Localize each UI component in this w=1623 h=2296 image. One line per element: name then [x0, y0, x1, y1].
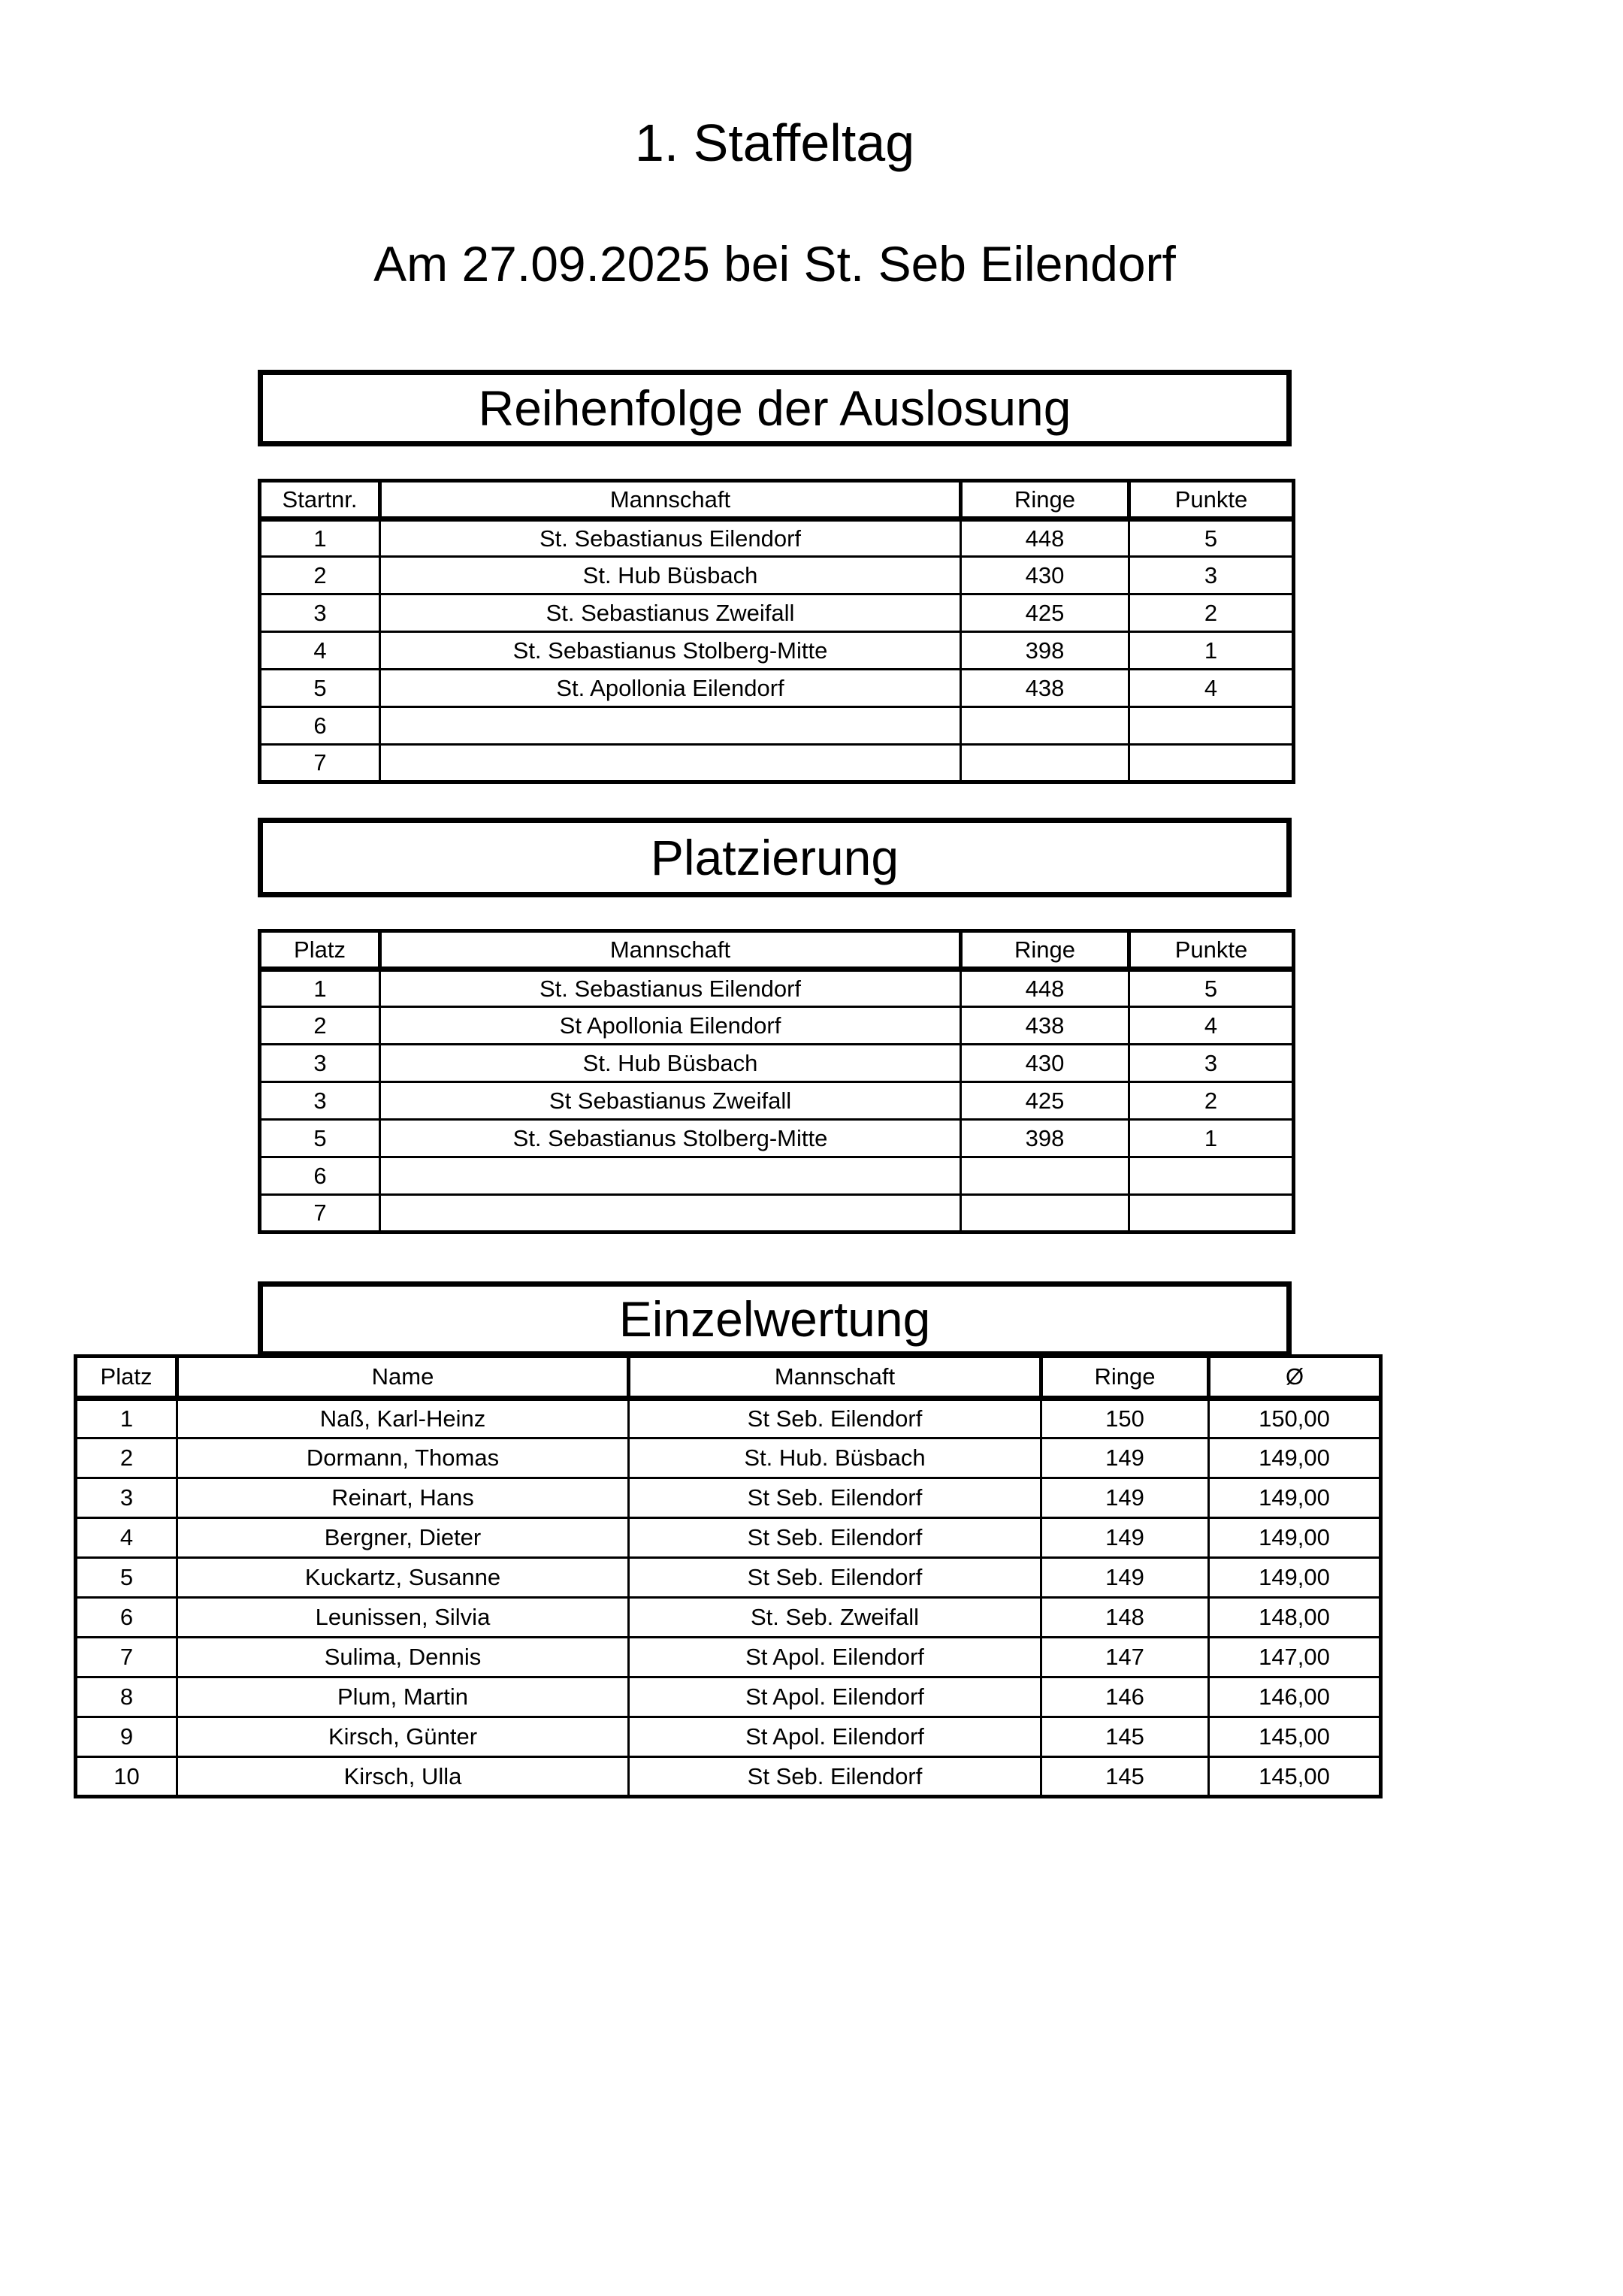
- table-cell: 145: [1041, 1717, 1209, 1757]
- header-row: [260, 481, 1294, 519]
- table-cell: St Seb. Eilendorf: [629, 1399, 1041, 1438]
- table-cell: 2: [260, 557, 380, 594]
- table-cell: 5: [1129, 519, 1294, 557]
- table-cell: St Seb. Eilendorf: [629, 1558, 1041, 1598]
- column-header: Mannschaft: [380, 931, 961, 970]
- header-row: [76, 1357, 1381, 1399]
- table-cell: [1129, 745, 1294, 782]
- table-cell: St. Sebastianus Stolberg-Mitte: [380, 632, 961, 670]
- table-cell: 1: [260, 519, 380, 557]
- table-cell: 398: [961, 1120, 1129, 1157]
- table-row: [76, 1757, 1381, 1797]
- table-cell: 2: [1129, 1082, 1294, 1120]
- column-header: Ø: [1209, 1357, 1381, 1399]
- table-cell: Plum, Martin: [177, 1677, 629, 1717]
- table-cell: [961, 1157, 1129, 1195]
- table-cell: [380, 1195, 961, 1233]
- table-cell: 438: [961, 1007, 1129, 1045]
- table-cell: 149: [1041, 1558, 1209, 1598]
- table-cell: Reinart, Hans: [177, 1478, 629, 1518]
- table-cell: 8: [76, 1677, 177, 1717]
- column-header: Punkte: [1129, 931, 1294, 970]
- table-row: [260, 707, 1294, 745]
- table-cell: 1: [260, 970, 380, 1007]
- table-cell: St Apol. Eilendorf: [629, 1677, 1041, 1717]
- table-row: [76, 1518, 1381, 1558]
- table-cell: 6: [76, 1598, 177, 1638]
- table-row: [76, 1438, 1381, 1478]
- column-header: Platz: [76, 1357, 177, 1399]
- column-header: Startnr.: [260, 481, 380, 519]
- column-header: Ringe: [961, 481, 1129, 519]
- table-row: [260, 745, 1294, 782]
- column-header: Mannschaft: [380, 481, 961, 519]
- section-title-einzelwertung: Einzelwertung: [618, 1291, 931, 1347]
- table-cell: 7: [76, 1638, 177, 1677]
- table-cell: 4: [76, 1518, 177, 1558]
- table-cell: St. Hub Büsbach: [380, 557, 961, 594]
- table-cell: 1: [1129, 1120, 1294, 1157]
- table-row: [260, 1157, 1294, 1195]
- table-cell: St Seb. Eilendorf: [629, 1757, 1041, 1797]
- table-cell: 149: [1041, 1518, 1209, 1558]
- table-row: [260, 519, 1294, 557]
- table-cell: 2: [76, 1438, 177, 1478]
- table-cell: 149,00: [1209, 1438, 1381, 1478]
- column-header: Ringe: [961, 931, 1129, 970]
- table-cell: 9: [76, 1717, 177, 1757]
- einzelwertung-table: [74, 1354, 1383, 1798]
- table-cell: 3: [260, 594, 380, 632]
- table-cell: 4: [1129, 1007, 1294, 1045]
- auslosung-table: [258, 479, 1295, 784]
- section-title-auslosung: Reihenfolge der Auslosung: [478, 380, 1071, 436]
- table-cell: 3: [1129, 557, 1294, 594]
- table-cell: 147: [1041, 1638, 1209, 1677]
- table-cell: 6: [260, 1157, 380, 1195]
- table-cell: St. Hub. Büsbach: [629, 1438, 1041, 1478]
- table-cell: St. Sebastianus Zweifall: [380, 594, 961, 632]
- table-cell: 146,00: [1209, 1677, 1381, 1717]
- table-cell: 147,00: [1209, 1638, 1381, 1677]
- page-subtitle: Am 27.09.2025 bei St. Seb Eilendorf: [373, 236, 1176, 292]
- table-cell: [961, 745, 1129, 782]
- table-cell: 3: [1129, 1045, 1294, 1082]
- table-cell: 448: [961, 519, 1129, 557]
- table-cell: 150: [1041, 1399, 1209, 1438]
- table-cell: 149,00: [1209, 1478, 1381, 1518]
- table-row: [260, 1120, 1294, 1157]
- table-cell: 425: [961, 594, 1129, 632]
- table-row: [260, 1082, 1294, 1120]
- table-cell: St. Sebastianus Stolberg-Mitte: [380, 1120, 961, 1157]
- table-cell: 149,00: [1209, 1518, 1381, 1558]
- table-cell: 4: [260, 632, 380, 670]
- section-header-auslosung: [258, 370, 1292, 446]
- table-cell: 7: [260, 1195, 380, 1233]
- table-row: [260, 1045, 1294, 1082]
- table-row: [76, 1478, 1381, 1518]
- table-cell: 149,00: [1209, 1558, 1381, 1598]
- table-row: [76, 1598, 1381, 1638]
- table-cell: St Seb. Eilendorf: [629, 1518, 1041, 1558]
- table-row: [260, 970, 1294, 1007]
- table-cell: [1129, 1195, 1294, 1233]
- table-cell: 2: [260, 1007, 380, 1045]
- column-header: Ringe: [1041, 1357, 1209, 1399]
- table-cell: 3: [260, 1082, 380, 1120]
- table-row: [260, 632, 1294, 670]
- table-cell: [380, 745, 961, 782]
- table-cell: 2: [1129, 594, 1294, 632]
- table-cell: 5: [260, 670, 380, 707]
- table-cell: 398: [961, 632, 1129, 670]
- table-row: [260, 594, 1294, 632]
- table-cell: 1: [1129, 632, 1294, 670]
- section-header-einzelwertung: [258, 1281, 1292, 1357]
- table-cell: 145,00: [1209, 1717, 1381, 1757]
- column-header: Platz: [260, 931, 380, 970]
- table-cell: 146: [1041, 1677, 1209, 1717]
- table-cell: Naß, Karl-Heinz: [177, 1399, 629, 1438]
- table-cell: Sulima, Dennis: [177, 1638, 629, 1677]
- table-cell: 7: [260, 745, 380, 782]
- table-cell: [380, 707, 961, 745]
- table-row: [76, 1399, 1381, 1438]
- table-cell: 149: [1041, 1438, 1209, 1478]
- table-cell: 425: [961, 1082, 1129, 1120]
- table-cell: 1: [76, 1399, 177, 1438]
- table-cell: St Seb. Eilendorf: [629, 1478, 1041, 1518]
- column-header: Name: [177, 1357, 629, 1399]
- table-cell: 149: [1041, 1478, 1209, 1518]
- table-cell: St Sebastianus Zweifall: [380, 1082, 961, 1120]
- table-cell: 3: [76, 1478, 177, 1518]
- table-cell: 10: [76, 1757, 177, 1797]
- page-title: 1. Staffeltag: [634, 113, 915, 172]
- table-cell: [1129, 707, 1294, 745]
- table-cell: [1129, 1157, 1294, 1195]
- table-cell: St. Seb. Zweifall: [629, 1598, 1041, 1638]
- section-header-platzierung: [258, 818, 1292, 897]
- table-cell: 6: [260, 707, 380, 745]
- column-header: Punkte: [1129, 481, 1294, 519]
- table-row: [260, 557, 1294, 594]
- table-cell: [380, 1157, 961, 1195]
- table-cell: 438: [961, 670, 1129, 707]
- table-row: [260, 1007, 1294, 1045]
- table-row: [260, 1195, 1294, 1233]
- table-cell: 4: [1129, 670, 1294, 707]
- table-cell: St Apol. Eilendorf: [629, 1638, 1041, 1677]
- table-cell: Kuckartz, Susanne: [177, 1558, 629, 1598]
- table-cell: 150,00: [1209, 1399, 1381, 1438]
- table-row: [76, 1558, 1381, 1598]
- table-cell: 5: [260, 1120, 380, 1157]
- table-row: [76, 1717, 1381, 1757]
- table-cell: 148: [1041, 1598, 1209, 1638]
- table-cell: 5: [76, 1558, 177, 1598]
- table-cell: 430: [961, 1045, 1129, 1082]
- table-cell: St. Sebastianus Eilendorf: [380, 519, 961, 557]
- table-cell: [961, 707, 1129, 745]
- table-cell: Kirsch, Günter: [177, 1717, 629, 1757]
- table-cell: [961, 1195, 1129, 1233]
- table-cell: St. Apollonia Eilendorf: [380, 670, 961, 707]
- table-cell: 448: [961, 970, 1129, 1007]
- table-cell: 148,00: [1209, 1598, 1381, 1638]
- header-row: [260, 931, 1294, 970]
- table-cell: Kirsch, Ulla: [177, 1757, 629, 1797]
- table-cell: 430: [961, 557, 1129, 594]
- table-cell: Leunissen, Silvia: [177, 1598, 629, 1638]
- table-row: [76, 1638, 1381, 1677]
- section-title-platzierung: Platzierung: [650, 830, 899, 885]
- table-cell: St. Sebastianus Eilendorf: [380, 970, 961, 1007]
- table-row: [260, 670, 1294, 707]
- table-cell: Bergner, Dieter: [177, 1518, 629, 1558]
- table-cell: 3: [260, 1045, 380, 1082]
- table-cell: 5: [1129, 970, 1294, 1007]
- table-cell: St. Hub Büsbach: [380, 1045, 961, 1082]
- table-cell: 145,00: [1209, 1757, 1381, 1797]
- column-header: Mannschaft: [629, 1357, 1041, 1399]
- table-cell: St Apollonia Eilendorf: [380, 1007, 961, 1045]
- table-row: [76, 1677, 1381, 1717]
- table-cell: 145: [1041, 1757, 1209, 1797]
- table-cell: St Apol. Eilendorf: [629, 1717, 1041, 1757]
- platzierung-table: [258, 929, 1295, 1234]
- table-cell: Dormann, Thomas: [177, 1438, 629, 1478]
